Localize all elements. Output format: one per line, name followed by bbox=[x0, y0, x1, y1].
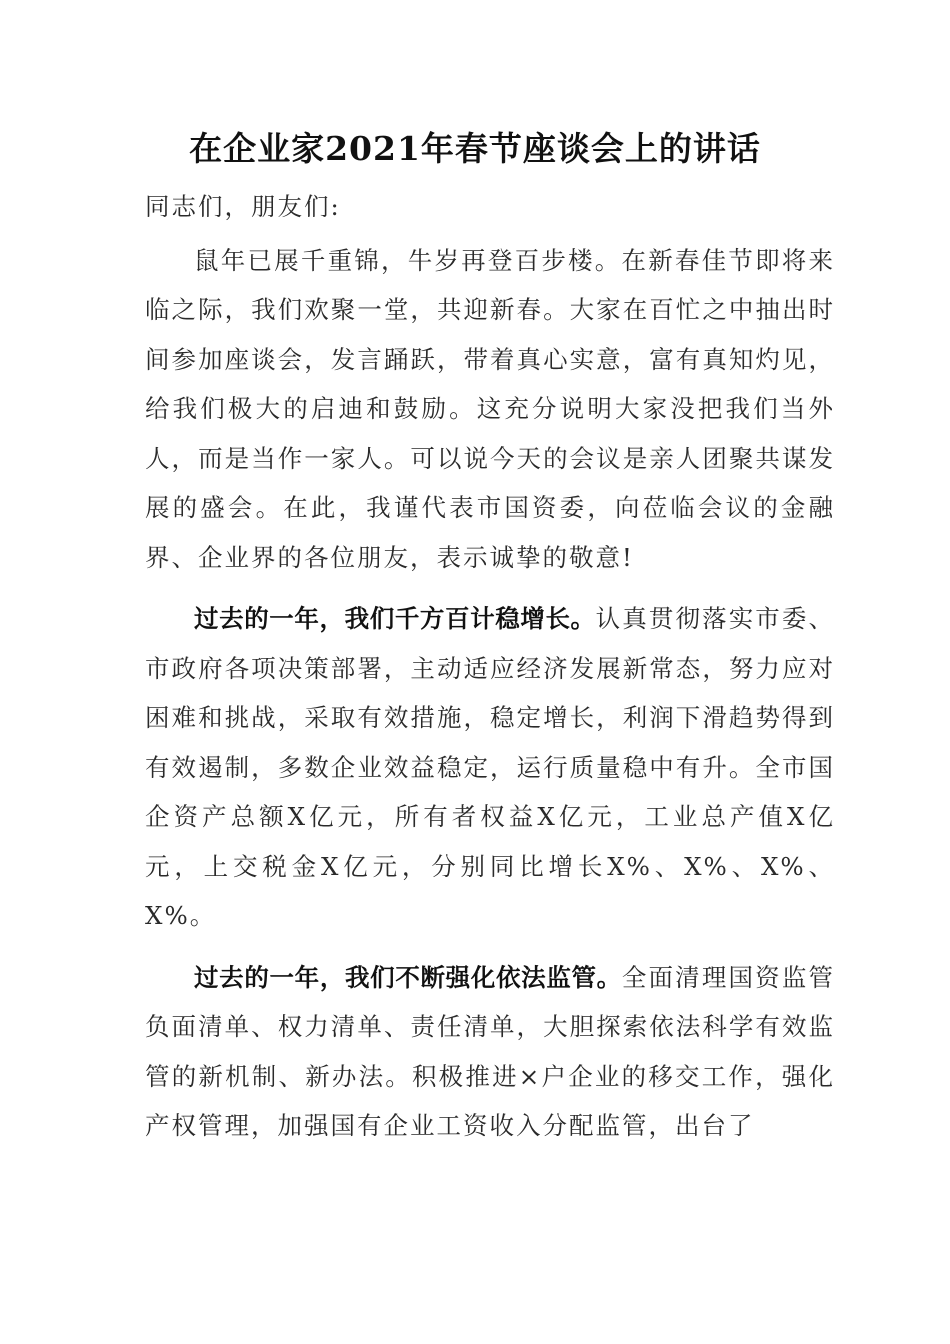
paragraph-2 bbox=[145, 594, 835, 941]
paragraph-2-text: 认真贯彻落实市委、市政府各项决策部署，主动适应经济发展新常态，努力应对困难和挑战，采取有效措施，稳定增长，利润下滑趋势得到有效遏制，多数企业效益稳定，运行质量稳中有升。全市国企资产总额X亿元，所有者权益X亿元，工业总产值X亿元，上交税金X亿元，分别同比增长X%、X%、X%、X%。 bbox=[145, 604, 836, 930]
paragraph-1 bbox=[145, 236, 835, 583]
paragraph-1-text: 鼠年已展千重锦，牛岁再登百步楼。在新春佳节即将来临之际，我们欢聚一堂，共迎新春。大家在百忙之中抽出时间参加座谈会，发言踊跃，带着真心实意，富有真知灼见，给我们极大的启迪和鼓励。这充分说明大家没把我们当外人，而是当作一家人。可以说今天的会议是亲人团聚共谋发展的盛会。在此，我谨代表市国资委，向莅临会议的金融界、企业界的各位朋友，表示诚挚的敬意! bbox=[145, 245, 835, 572]
document-body bbox=[145, 182, 835, 1163]
paragraph-2-lead: 过去的一年，我们千方百计稳增长。 bbox=[194, 604, 596, 633]
paragraph-3-lead: 过去的一年，我们不断强化依法监管。 bbox=[194, 962, 622, 992]
paragraph-3 bbox=[145, 953, 835, 1151]
paragraph-3-text: 全面清理国资监管负面清单、权力清单、责任清单，大胆探索依法科学有效监管的新机制、新办法。积极推进×户企业的移交工作，强化产权管理，加强国有企业工资收入分配监管，出台了 bbox=[145, 962, 836, 1140]
salutation: 同志们，朋友们: bbox=[145, 192, 341, 221]
document-title: 在企业家2021年春节座谈会上的讲话 bbox=[189, 129, 761, 168]
